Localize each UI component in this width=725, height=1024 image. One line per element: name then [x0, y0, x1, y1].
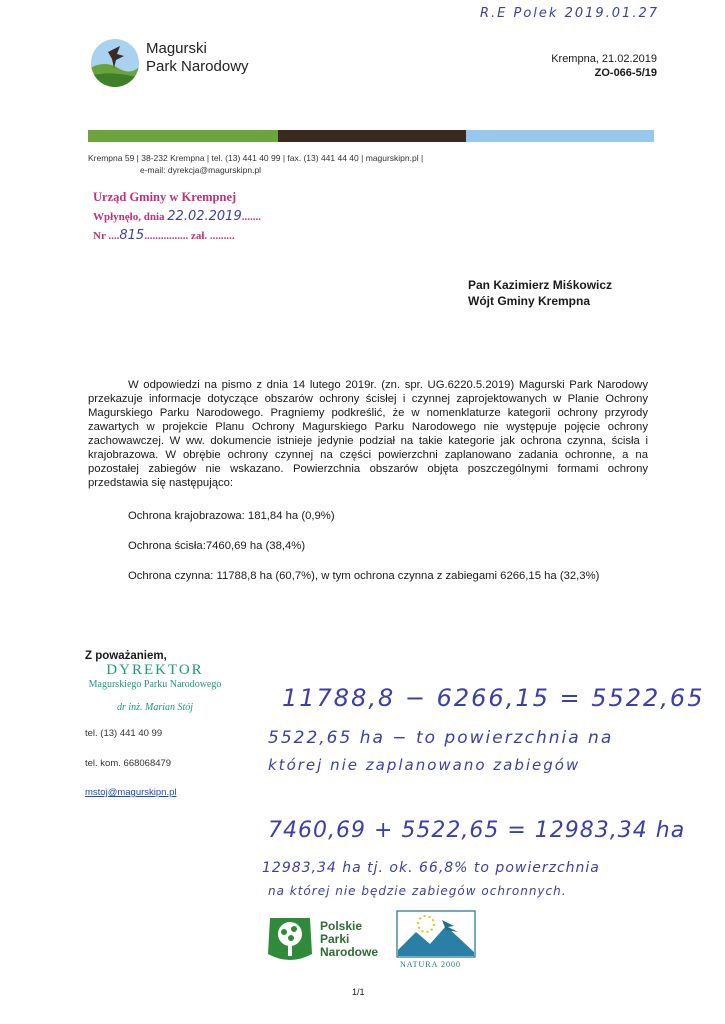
tree-logo-icon — [264, 914, 316, 964]
stripe-blue — [466, 130, 654, 142]
ppn-logo-text: Polskie Parki Narodowe — [320, 919, 379, 959]
handwritten-line: na której nie będzie zabiegów ochronnych. — [268, 884, 567, 898]
email-link[interactable]: mstoj@magurskipn.pl — [85, 787, 177, 798]
park-name: Magurski Park Narodowy — [146, 40, 249, 75]
letter-body: W odpowiedzi na pismo z dnia 14 lutego 2019r. (zn. spr. UG.6220.5.2019) Magurski Park Narodowy przekazuje informacje dotyczące obszarów ochrony ścisłej i czynnej zaprojektowanych w Planie Ochrony Magurskiego Parku Narodowego. Pragniemy podkreślić, że w nomenklaturze kategorii ochrony przyrody zawartych w projekcie Planu Ochrony Magurskiego Parku Narodowego nie występuje pojęcie ochrony zachowawczej. W ww. dokumencie istnieje jedynie podział na takie kategorie jak ochrona czynna, ścisła i krajobrazowa. W obrębie ochrony czynnej na części powierzchni zaplanowano zadania ochronne, a na pozostałej zabiegów nie wskazano. Powierzchnia obszarów objęta poszczególnymi formami ochrony przedstawia się następująco: — [88, 379, 648, 489]
mobile: tel. kom. 668068479 — [85, 758, 172, 769]
header-right — [551, 52, 657, 80]
item-active: Ochrona czynna: 11788,8 ha (60,7%), w tym ochrona czynna z zabiegami 6266,15 ha (32,3%) — [128, 570, 600, 582]
natura-logo-text: NATURA 2000 — [400, 960, 462, 969]
item-landscape: Ochrona krajobrazowa: 181,84 ha (0,9%) — [128, 510, 335, 522]
page-number: 1/1 — [352, 987, 365, 997]
director-stamp: DYREKTOR Magurskiego Parku Narodowego dr inż. Marian Stój — [88, 662, 222, 713]
top-annotation: R.E Polek 2019.01.27 — [480, 6, 660, 21]
stripe-brown — [278, 130, 466, 142]
handwritten-line: 5522,65 ha − to powierzchnia na — [268, 728, 614, 748]
phone: tel. (13) 441 40 99 — [85, 728, 163, 739]
addressee: Pan Kazimierz Miśkowicz Wójt Gminy Krempna — [468, 278, 613, 308]
handwritten-line: 7460,69 + 5522,65 = 12983,34 ha — [268, 818, 686, 843]
item-strict: Ochrona ścisła:7460,69 ha (38,4%) — [128, 540, 306, 552]
contact-info: Krempna 59 | 38-232 Krempna | tel. (13) 441 40 99 | fax. (13) 441 44 40 | magurskipn.pl | e-mail: dyrekcja@magurskipn.pl — [88, 153, 424, 175]
handwritten-line: której nie zaplanowano zabiegów — [268, 756, 581, 774]
place-date: Krempna, 21.02.2019 — [551, 53, 657, 65]
stripe-green — [88, 130, 278, 142]
park-logo-icon — [90, 38, 140, 88]
handwritten-line: 12983,34 ha tj. ok. 66,8% to powierzchnia — [262, 860, 600, 876]
handwritten-line: 11788,8 − 6266,15 = 5522,65 — [282, 684, 705, 712]
received-stamp: Urząd Gminy w Krempnej Wpłynęło, dnia 22.02.2019....... Nr ....815................ zał. ......... — [93, 190, 261, 243]
reference-number: ZO-066-5/19 — [594, 67, 657, 79]
